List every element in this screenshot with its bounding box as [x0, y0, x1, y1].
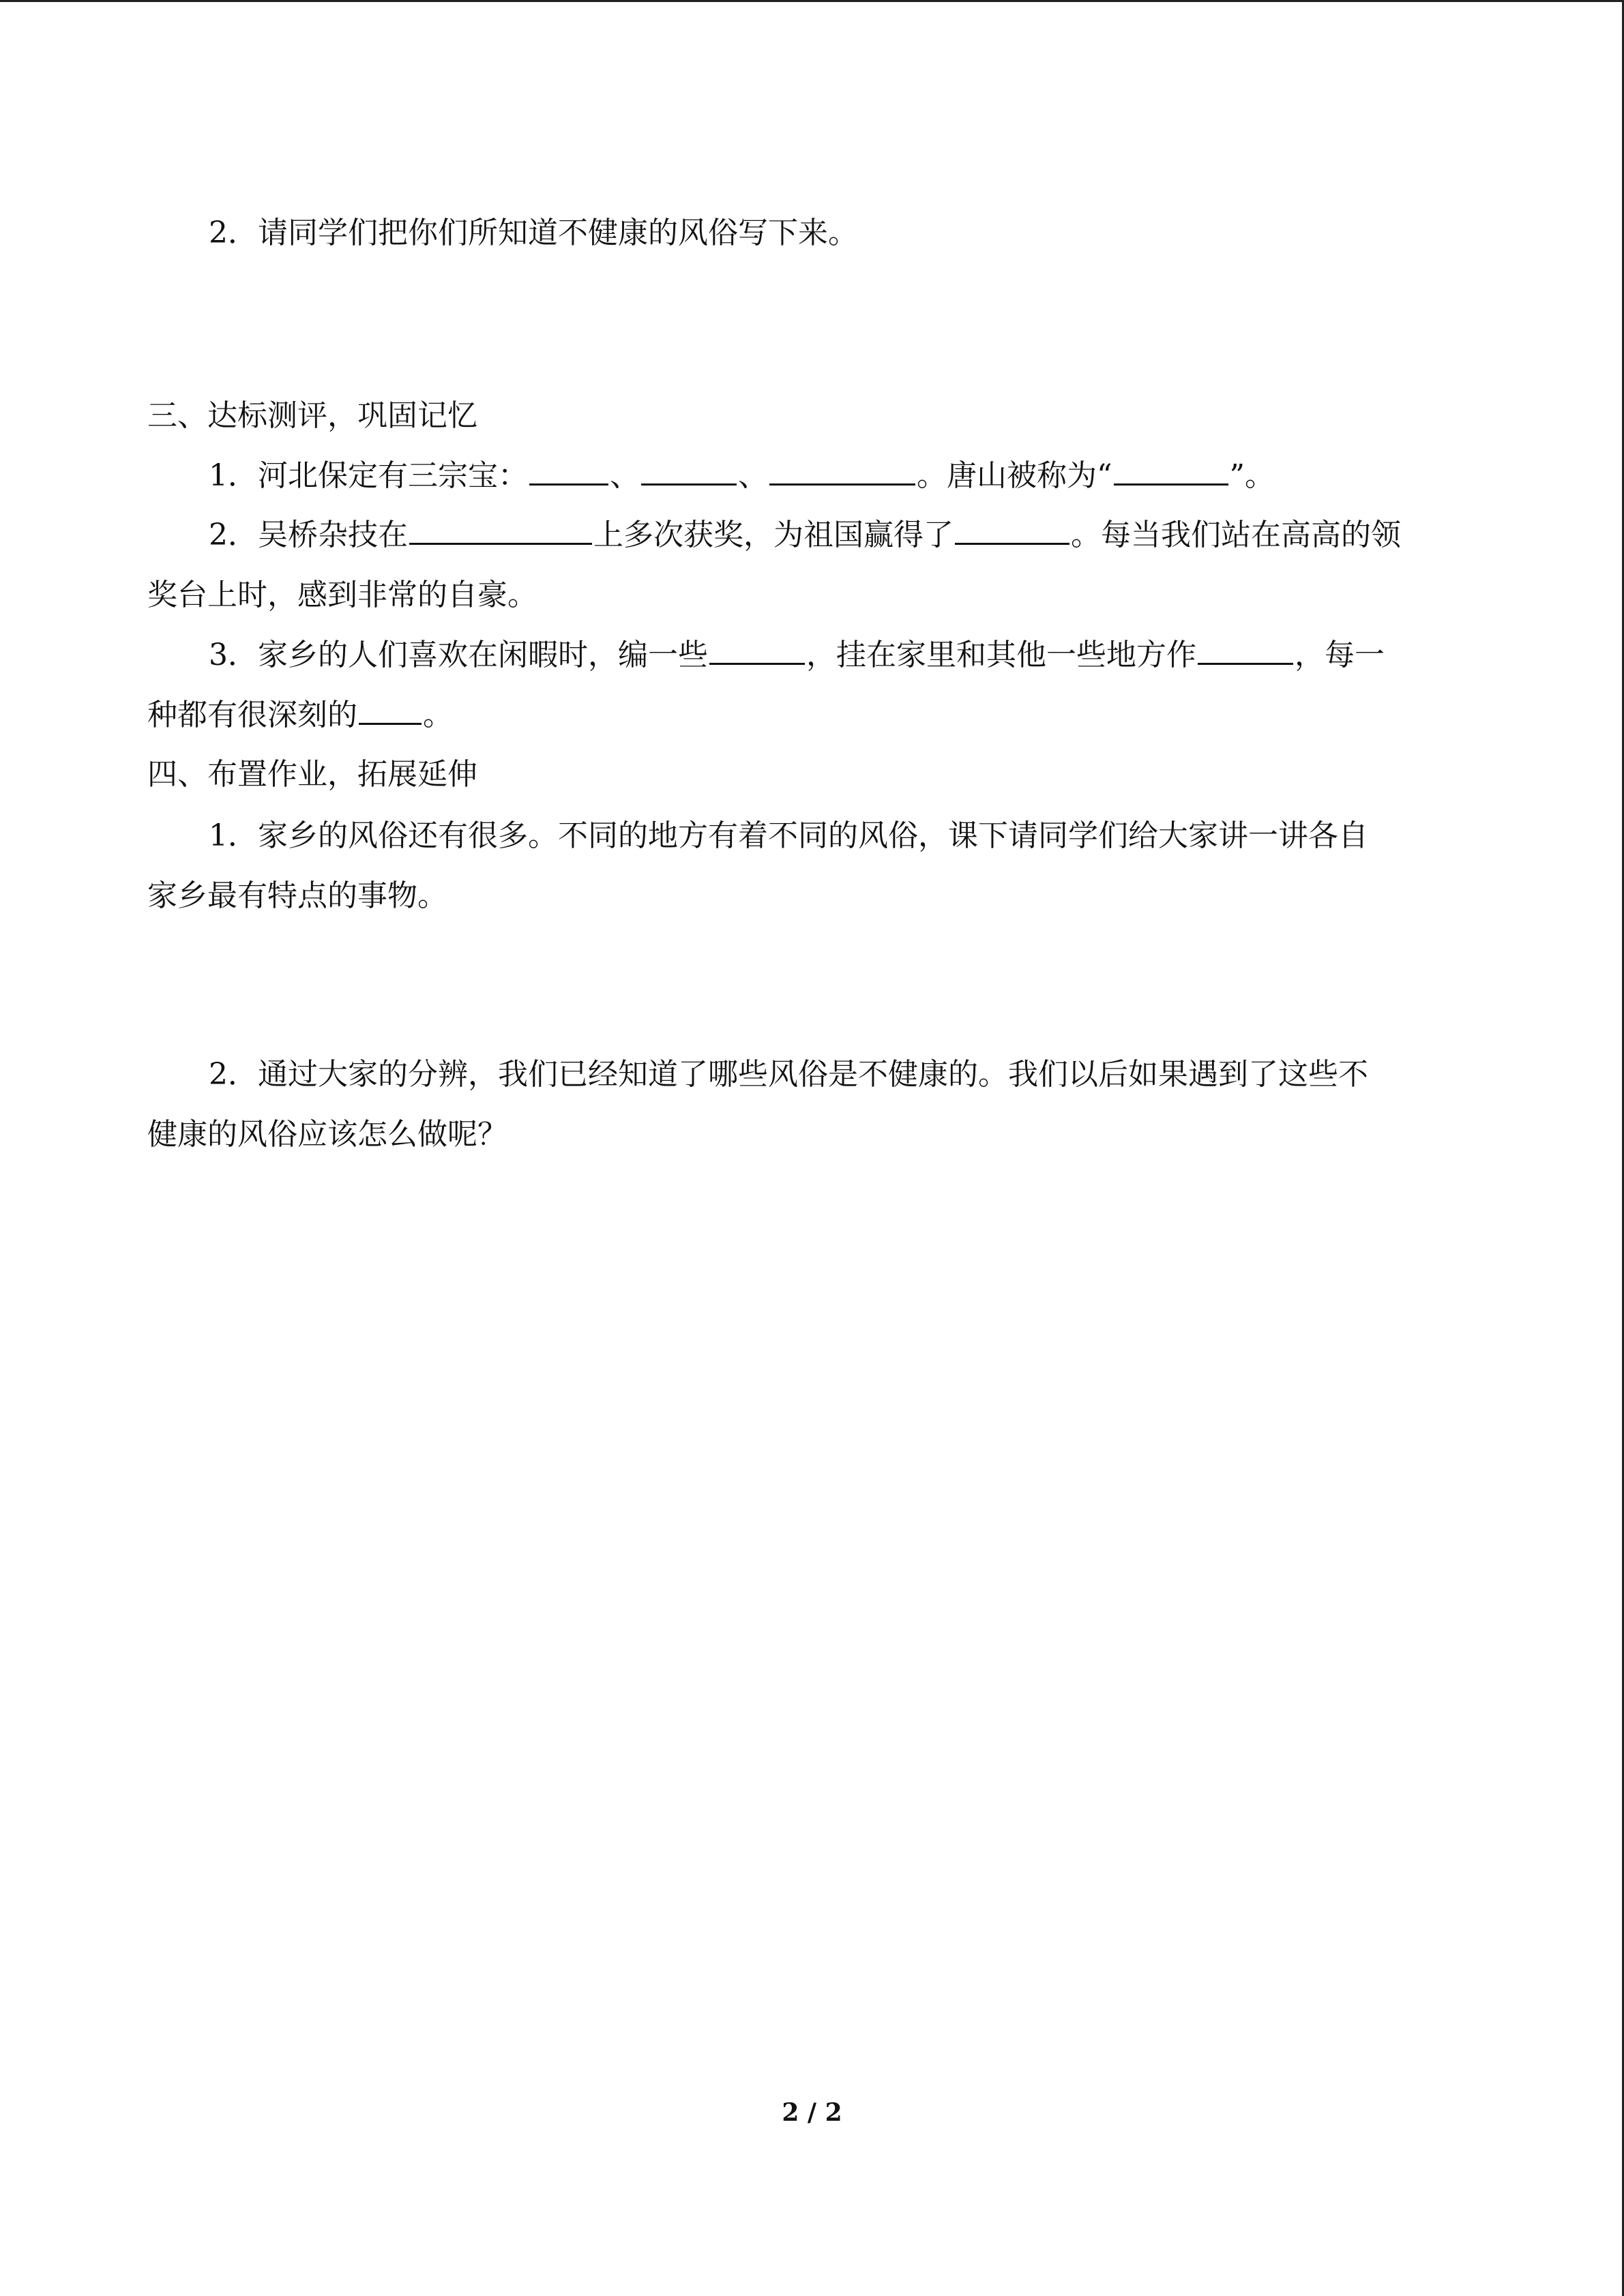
blank-baoding-1[interactable]: [529, 456, 608, 486]
blank-meaning[interactable]: [359, 696, 422, 725]
item3-text-c: ，每一: [1295, 638, 1385, 672]
section4-item1-line1: 1．家乡的风俗还有很多。不同的地方有着不同的风俗，课下请同学们给大家讲一讲各自: [209, 818, 1368, 853]
item3-text-d: 种都有很深刻的: [147, 698, 357, 732]
item3-text-e: 。: [423, 698, 453, 732]
section4-item2-line2: 健康的风俗应该怎么做呢？: [147, 1117, 507, 1152]
blank-wuqiao-venue[interactable]: [409, 516, 592, 545]
blank-baoding-2[interactable]: [641, 456, 737, 486]
page-top-border: [0, 0, 1624, 2]
item1-text-a: 1．河北保定有三宗宝：: [209, 458, 528, 493]
section2-item2: 2．请同学们把你们所知道不健康的风俗写下来。: [209, 215, 858, 250]
section4-heading: 四、布置作业，拓展延伸: [147, 757, 477, 792]
item1-text-c: 、: [738, 458, 768, 493]
blank-honor[interactable]: [955, 516, 1069, 545]
section3-item2-line1: [209, 515, 1401, 556]
item3-text-b: ，挂在家里和其他一些地方作: [806, 638, 1196, 672]
item1-text-e: ”。: [1229, 458, 1275, 493]
blank-crafts[interactable]: [709, 636, 805, 665]
blank-baoding-3[interactable]: [769, 456, 915, 486]
section3-item1: [209, 456, 1275, 496]
section4-item2-line1: 2．通过大家的分辨，我们已经知道了哪些风俗是不健康的。我们以后如果遇到了这些不: [209, 1057, 1368, 1092]
section3-heading: 三、达标测评，巩固记忆: [147, 398, 477, 433]
item2-text-a: 2．吴桥杂技在: [209, 518, 408, 552]
item1-text-b: 、: [610, 458, 640, 493]
item3-text-a: 3．家乡的人们喜欢在闲暇时，编一些: [209, 638, 708, 672]
section3-item2-line2: 奖台上时，感到非常的自豪。: [147, 578, 537, 612]
page-number: 2 / 2: [782, 2098, 842, 2127]
item2-text-c: 。每当我们站在高高的领: [1071, 518, 1401, 552]
section4-item1-line2: 家乡最有特点的事物。: [147, 878, 447, 913]
item1-text-d: 。唐山被称为“: [917, 458, 1112, 493]
section3-item3-line1: [209, 635, 1385, 676]
blank-purpose[interactable]: [1198, 636, 1293, 665]
section3-item3-line2: [147, 695, 453, 736]
item2-text-b: 上多次获奖，为祖国赢得了: [593, 518, 954, 552]
blank-tangshan-name[interactable]: [1114, 456, 1228, 486]
